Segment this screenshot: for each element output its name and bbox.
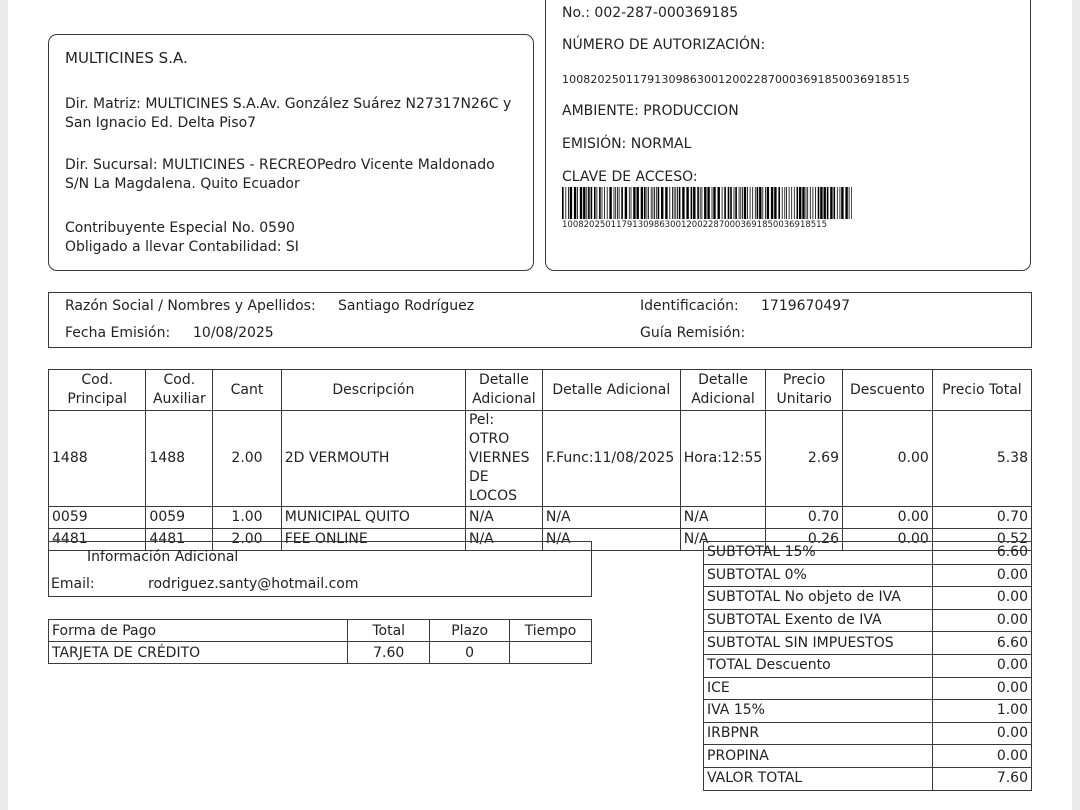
barcode-bar [599,187,601,219]
barcode-bar [827,187,829,219]
cell-detalle-2: N/A [542,529,680,551]
cell-detalle-3: N/A [680,529,766,551]
barcode-bar [682,187,684,219]
barcode-bar [722,187,723,219]
barcode-bar [784,187,785,219]
barcode-bar [591,187,593,219]
cell-detalle-1: N/A [465,507,542,529]
barcode-bar [765,187,766,219]
barcode-bar [617,187,618,219]
barcode-bar [665,187,667,219]
barcode-bar [824,187,826,219]
issuer-branch-address: Dir. Sucursal: MULTICINES - RECREOPedro Vicente Maldonado S/N La Magdalena. Quito Ecuador [65,157,495,192]
barcode-image [562,187,852,219]
cell-cant: 2.00 [213,411,281,507]
barcode-bar [702,187,703,219]
total-label: SUBTOTAL No objeto de IVA [704,587,933,610]
cell-cod-auxiliar: 0059 [146,507,213,529]
barcode-bar [755,187,756,219]
barcode-bar [693,187,695,219]
buyer-box [48,292,1032,348]
cell-descuento: 0.00 [843,411,933,507]
total-label: SUBTOTAL SIN IMPUESTOS [704,632,933,655]
table-row [704,609,1032,632]
barcode-bar [653,187,654,219]
barcode-bar [851,187,852,219]
barcode-bar [747,187,748,219]
environment: AMBIENTE: PRODUCCION [562,103,739,119]
cell-detalle-3: Hora:12:55 [680,411,766,507]
issuer-box [48,34,534,271]
barcode-bar [594,187,596,219]
header-descripcion: Descripción [281,370,465,411]
barcode-bar [679,187,681,219]
barcode-bar [841,187,843,219]
total-value: 0.00 [933,564,1032,587]
barcode-bar [629,187,630,219]
cell-descripcion: FEE ONLINE [281,529,465,551]
cell-cod-auxiliar: 1488 [146,411,213,507]
barcode-bar [625,187,627,219]
header-cod-principal: Cod. Principal [49,370,146,411]
barcode-number: 1008202501179130986300120022870003691850036918515 [562,220,827,230]
table-row [704,745,1032,768]
barcode-bar [621,187,623,219]
emission-date: 10/08/2025 [193,325,274,341]
guide-label: Guía Remisión: [640,325,746,341]
barcode-bar [739,187,740,219]
barcode-bar [849,187,850,219]
table-row [704,632,1032,655]
barcode-bar [750,187,751,219]
barcode-bar [724,187,726,219]
table-row [704,767,1032,790]
issuer-special-taxpayer: Contribuyente Especial No. 0590 [65,220,295,236]
total-label: IVA 15% [704,700,933,723]
barcode-bar [837,187,838,219]
barcode-bar [735,187,737,219]
barcode-bar [614,187,615,219]
barcode-bar [818,187,820,219]
total-label: PROPINA [704,745,933,768]
emission-date-label: Fecha Emisión: [65,325,171,341]
total-label: IRBPNR [704,722,933,745]
table-row [49,642,592,664]
barcode-bar [762,187,763,219]
total-value: 7.60 [933,767,1032,790]
barcode-bar [700,187,701,219]
barcode-bar [602,187,603,219]
issuer-matrix-address: Dir. Matriz: MULTICINES S.A.Av. González Suárez N27317N26C y San Ignacio Ed. Delta Piso7 [65,96,512,131]
cell-cod-auxiliar: 4481 [146,529,213,551]
barcode-bar [654,187,655,219]
barcode-bar [767,187,769,219]
barcode-bar [757,187,759,219]
table-row [704,654,1032,677]
table-row [704,564,1032,587]
barcode-bar [697,187,699,219]
cell-detalle-1: N/A [465,529,542,551]
header-detalle-3: Detalle Adicional [680,370,766,411]
barcode-bar [615,187,616,219]
table-row [49,411,1032,507]
header-detalle-2: Detalle Adicional [542,370,680,411]
barcode-bar [791,187,792,219]
cell-descripcion: 2D VERMOUTH [281,411,465,507]
header-precio-unitario: Precio Unitario [766,370,843,411]
barcode-bar [570,187,572,219]
total-value: 0.00 [933,745,1032,768]
page-edge-right [1072,0,1080,810]
barcode-bar [840,187,841,219]
cell-cod-principal: 4481 [49,529,146,551]
payment-header-time: Tiempo [510,620,592,642]
table-row [704,542,1032,565]
header-descuento: Descuento [843,370,933,411]
table-row [704,700,1032,723]
total-label: TOTAL Descuento [704,654,933,677]
barcode-bar [562,187,564,219]
total-value: 0.00 [933,722,1032,745]
barcode-bar [742,187,743,219]
header-precio-total: Precio Total [932,370,1031,411]
cell-precio-unitario: 0.70 [766,507,843,529]
cell-descuento: 0.00 [843,507,933,529]
payment-header-method: Forma de Pago [49,620,348,642]
barcode-bar [577,187,578,219]
invoice-number: No.: 002-287-000369185 [562,5,739,21]
items-table [48,369,1032,551]
cell-detalle-2: F.Func:11/08/2025 [542,411,680,507]
header-detalle-1: Detalle Adicional [465,370,542,411]
barcode-bar [607,187,608,219]
barcode-bar [568,187,569,219]
payment-header-total: Total [348,620,430,642]
barcode-bar [797,187,799,219]
barcode-bar [691,187,693,219]
barcode-bar [806,187,807,219]
total-label: SUBTOTAL 0% [704,564,933,587]
barcode-bar [794,187,795,219]
cell-descripcion: MUNICIPAL QUITO [281,507,465,529]
issuer-accounting: Obligado a llevar Contabilidad: SI [65,239,299,255]
barcode-bar [789,187,790,219]
barcode-bar [651,187,652,219]
barcode-bar [807,187,808,219]
barcode-bar [786,187,787,219]
issuer-name: MULTICINES S.A. [65,49,188,67]
barcode-bar [845,187,847,219]
cell-cant: 2.00 [213,529,281,551]
payment-time [510,642,592,664]
total-value: 0.00 [933,677,1032,700]
page-edge-left [0,0,8,810]
total-value: 0.00 [933,587,1032,610]
barcode-bar [782,187,783,219]
additional-info-box [48,541,592,597]
barcode-bar [713,187,715,219]
barcode-bar [648,187,649,219]
barcode-bar [674,187,675,219]
cell-cant: 1.00 [213,507,281,529]
buyer-name-label: Razón Social / Nombres y Apellidos: [65,298,316,314]
barcode-bar [604,187,605,219]
payment-term: 0 [430,642,510,664]
payment-header-term: Plazo [430,620,510,642]
barcode-bar [597,187,598,219]
table-row [704,677,1032,700]
total-value: 6.60 [933,542,1032,565]
payment-table [48,619,592,664]
barcode-bar [759,187,761,219]
barcode-bar [631,187,632,219]
barcode-bar [637,187,639,219]
total-label: SUBTOTAL 15% [704,542,933,565]
barcode-bar [744,187,746,219]
payment-total: 7.60 [348,642,430,664]
total-value: 1.00 [933,700,1032,723]
barcode-bar [669,187,670,219]
barcode-bar [802,187,804,219]
table-row [704,722,1032,745]
header-cant: Cant [213,370,281,411]
cell-detalle-2: N/A [542,507,680,529]
barcode-bar [834,187,836,219]
barcode-bar [647,187,648,219]
buyer-id: 1719670497 [761,298,851,314]
barcode-bar [774,187,776,219]
barcode-bar [675,187,676,219]
additional-info-title: Información Adicional [87,549,239,565]
buyer-name: Santiago Rodríguez [338,298,475,314]
total-label: SUBTOTAL Exento de IVA [704,609,933,632]
barcode-bar [752,187,753,219]
barcode-bar [707,187,709,219]
total-value: 0.00 [933,654,1032,677]
payment-header-row [49,620,592,642]
cell-detalle-3: N/A [680,507,766,529]
cell-cod-principal: 0059 [49,507,146,529]
barcode-bar [565,187,566,219]
email-value: rodriguez.santy@hotmail.com [148,576,359,592]
barcode-bar [656,187,657,219]
table-row [704,587,1032,610]
barcode-bar [661,187,663,219]
barcode-bar [580,187,582,219]
buyer-id-label: Identificación: [640,298,739,314]
cell-descuento: 0.00 [843,529,933,551]
payment-method: TARJETA DE CRÉDITO [49,642,348,664]
barcode-bar [799,187,801,219]
emission: EMISIÓN: NORMAL [562,136,692,152]
barcode-bar [810,187,811,219]
barcode-bar [658,187,660,219]
email-label: Email: [51,576,95,592]
barcode-bar [574,187,576,219]
barcode-bar [712,187,713,219]
barcode-bar [686,187,688,219]
barcode-bar [609,187,611,219]
barcode-bar [672,187,673,219]
table-row [49,507,1032,529]
barcode-bar [778,187,780,219]
barcode-bar [815,187,816,219]
total-value: 0.00 [933,609,1032,632]
barcode-bar [619,187,620,219]
barcode-bar [718,187,720,219]
total-label: ICE [704,677,933,700]
barcode-bar [633,187,635,219]
barcode-bar [641,187,643,219]
cell-precio-total: 0.52 [932,529,1031,551]
barcode-bar [704,187,706,219]
authorization-box [545,0,1031,271]
auth-number: 1008202501179130986300120022870003691850036918515 [562,73,910,86]
header-cod-auxiliar: Cod. Auxiliar [146,370,213,411]
barcode-bar [728,187,730,219]
access-key-label: CLAVE DE ACCESO: [562,169,698,185]
total-value: 6.60 [933,632,1032,655]
items-header-row [49,370,1032,411]
total-label: VALOR TOTAL [704,767,933,790]
barcode-bar [677,187,678,219]
cell-cod-principal: 1488 [49,411,146,507]
cell-precio-unitario: 0.26 [766,529,843,551]
cell-precio-total: 5.38 [932,411,1031,507]
barcode-bar [771,187,773,219]
barcode-bar [813,187,814,219]
barcode-bar [734,187,735,219]
cell-detalle-1: Pel: OTRO VIERNES DE LOCOS [465,411,542,507]
barcode-bar [830,187,832,219]
barcode-bar [583,187,585,219]
totals-table [703,541,1032,791]
barcode-bar [588,187,590,219]
auth-label: NÚMERO DE AUTORIZACIÓN: [562,37,766,53]
barcode-bar [586,187,587,219]
barcode-bar [740,187,741,219]
cell-precio-unitario: 2.69 [766,411,843,507]
barcode-bar [820,187,822,219]
barcode-bar [644,187,646,219]
barcode-bar [730,187,732,219]
cell-precio-total: 0.70 [932,507,1031,529]
